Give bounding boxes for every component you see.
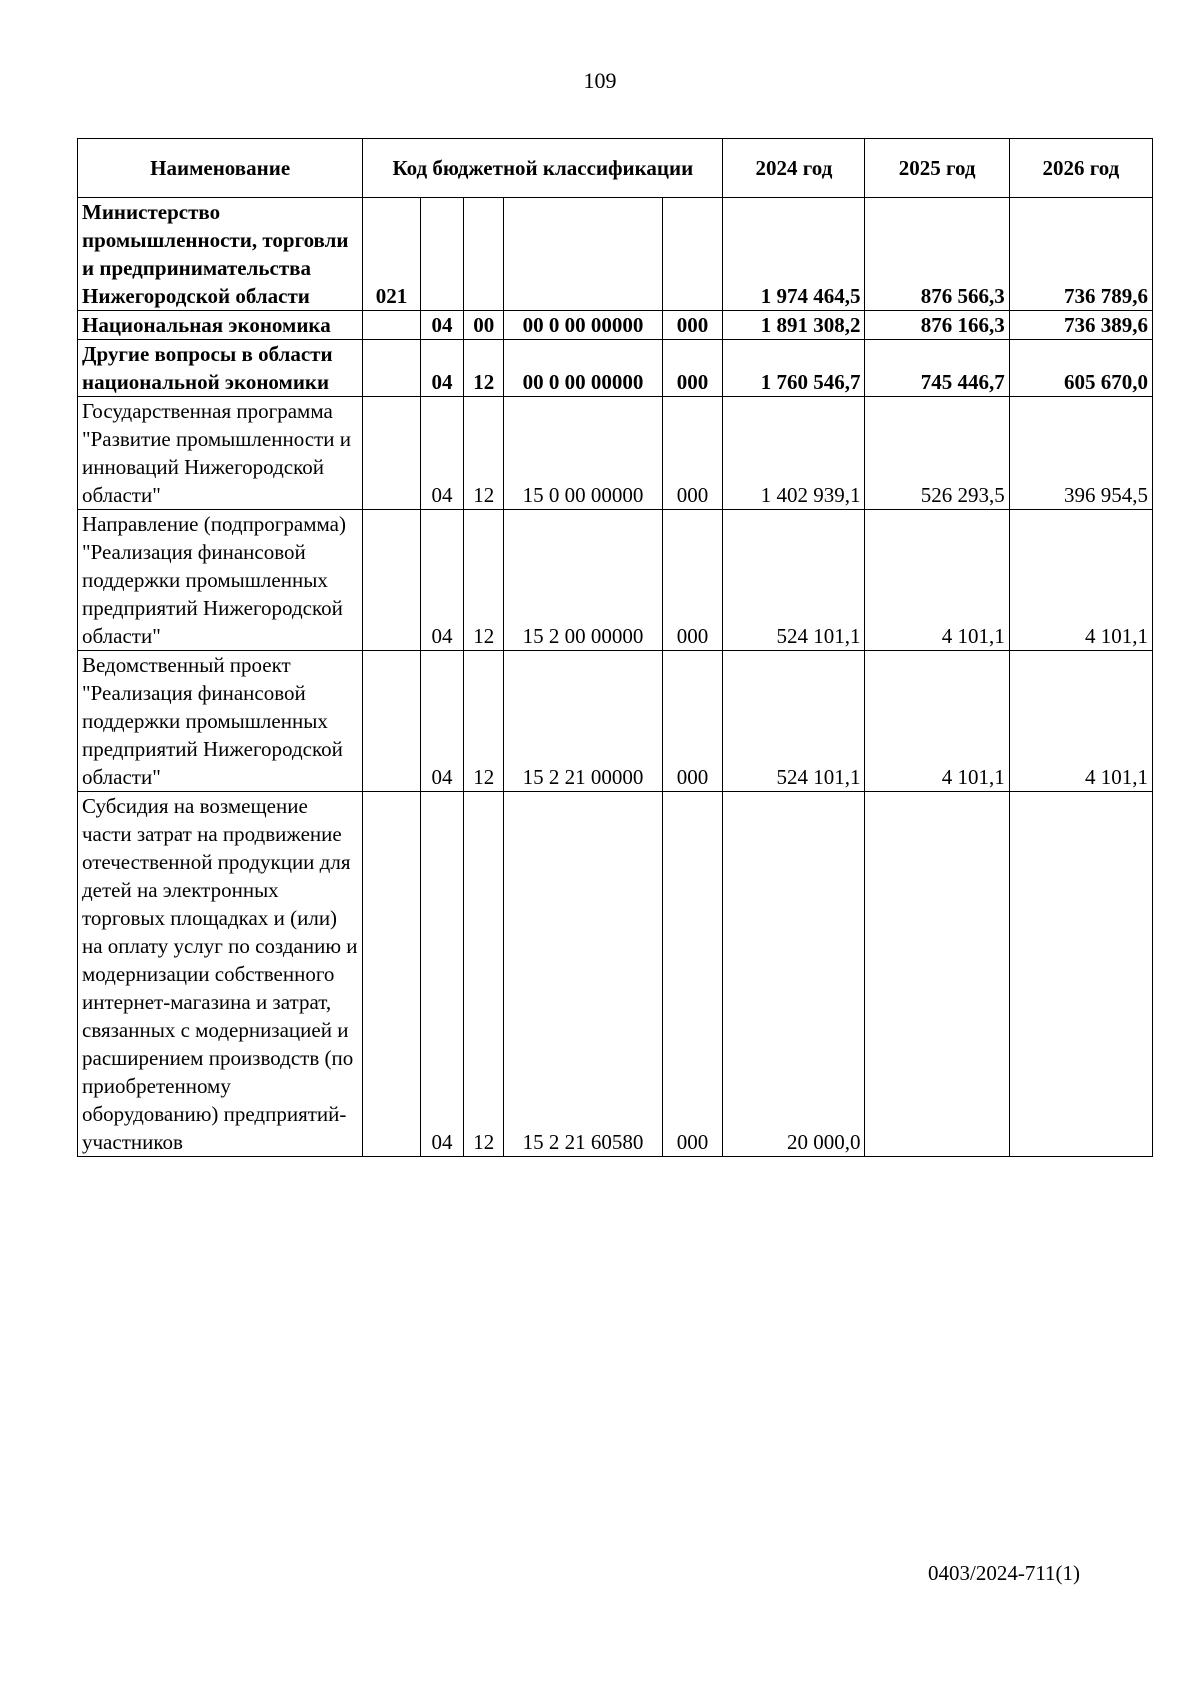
table-row [78, 198, 1153, 311]
row-name: Государственная программа "Развитие промышленности и инноваций Нижегородской области" [78, 397, 363, 510]
expense-type-code: 000 [662, 397, 723, 510]
section-code: 04 [420, 397, 463, 510]
amount-2025: 4 101,1 [865, 651, 1009, 792]
expense-type-code: 000 [662, 311, 723, 340]
subsection-code: 00 [464, 311, 504, 340]
gov-code [363, 340, 420, 397]
table-row [78, 311, 1153, 340]
expense-type-code: 000 [662, 651, 723, 792]
gov-code [363, 397, 420, 510]
target-code: 15 2 21 00000 [504, 651, 662, 792]
table-row [78, 397, 1153, 510]
subsection-code: 12 [464, 792, 504, 1157]
subsection-code: 12 [464, 510, 504, 651]
target-code: 00 0 00 00000 [504, 340, 662, 397]
amount-2024: 1 760 546,7 [723, 340, 865, 397]
subsection-code: 12 [464, 340, 504, 397]
subsection-code [464, 198, 504, 311]
table-row [78, 651, 1153, 792]
section-code [420, 198, 463, 311]
table-header-row [78, 139, 1153, 198]
document-id: 0403/2024-711(1) [928, 1561, 1081, 1585]
row-name: Другие вопросы в области национальной экономики [78, 340, 363, 397]
target-code: 15 2 00 00000 [504, 510, 662, 651]
subsection-code: 12 [464, 651, 504, 792]
amount-2026: 396 954,5 [1009, 397, 1152, 510]
amount-2026: 736 389,6 [1009, 311, 1152, 340]
target-code: 00 0 00 00000 [504, 311, 662, 340]
amount-2025: 876 566,3 [865, 198, 1009, 311]
section-code: 04 [420, 792, 463, 1157]
target-code [504, 198, 662, 311]
amount-2024: 1 891 308,2 [723, 311, 865, 340]
amount-2025: 4 101,1 [865, 510, 1009, 651]
amount-2024: 20 000,0 [723, 792, 865, 1157]
row-name: Национальная экономика [78, 311, 363, 340]
row-name: Субсидия на возмещение части затрат на продвижение отечественной продукции для детей на электронных торговых площадках и (или) на оплату услуг по созданию и модернизации собственного интернет-магазина и затрат, связанных с модернизацией и расширением производств (по приобретенному оборудованию) предприятий-участников [78, 792, 363, 1157]
amount-2024: 1 974 464,5 [723, 198, 865, 311]
header-2024: 2024 год [723, 139, 865, 198]
section-code: 04 [420, 311, 463, 340]
target-code: 15 2 21 60580 [504, 792, 662, 1157]
amount-2026: 4 101,1 [1009, 651, 1152, 792]
table-row [78, 340, 1153, 397]
amount-2024: 1 402 939,1 [723, 397, 865, 510]
amount-2025: 526 293,5 [865, 397, 1009, 510]
header-code: Код бюджетной классификации [363, 139, 723, 198]
amount-2026 [1009, 792, 1152, 1157]
expense-type-code: 000 [662, 792, 723, 1157]
gov-code [363, 311, 420, 340]
amount-2026: 605 670,0 [1009, 340, 1152, 397]
budget-table [77, 138, 1153, 1157]
gov-code [363, 792, 420, 1157]
amount-2026: 736 789,6 [1009, 198, 1152, 311]
amount-2025: 745 446,7 [865, 340, 1009, 397]
gov-code: 021 [363, 198, 420, 311]
expense-type-code [662, 198, 723, 311]
row-name: Направление (подпрограмма) "Реализация финансовой поддержки промышленных предприятий Нижегородской области" [78, 510, 363, 651]
page-number: 109 [583, 68, 617, 93]
amount-2024: 524 101,1 [723, 510, 865, 651]
subsection-code: 12 [464, 397, 504, 510]
header-name: Наименование [78, 139, 363, 198]
section-code: 04 [420, 340, 463, 397]
row-name: Министерство промышленности, торговли и предпринимательства Нижегородской области [78, 198, 363, 311]
section-code: 04 [420, 651, 463, 792]
header-2026: 2026 год [1009, 139, 1152, 198]
amount-2025: 876 166,3 [865, 311, 1009, 340]
table-row [78, 510, 1153, 651]
target-code: 15 0 00 00000 [504, 397, 662, 510]
expense-type-code: 000 [662, 510, 723, 651]
amount-2026: 4 101,1 [1009, 510, 1152, 651]
table-body [78, 198, 1153, 1157]
gov-code [363, 651, 420, 792]
amount-2024: 524 101,1 [723, 651, 865, 792]
expense-type-code: 000 [662, 340, 723, 397]
header-2025: 2025 год [865, 139, 1009, 198]
table-row [78, 792, 1153, 1157]
section-code: 04 [420, 510, 463, 651]
gov-code [363, 510, 420, 651]
row-name: Ведомственный проект "Реализация финансовой поддержки промышленных предприятий Нижегородской области" [78, 651, 363, 792]
amount-2025 [865, 792, 1009, 1157]
